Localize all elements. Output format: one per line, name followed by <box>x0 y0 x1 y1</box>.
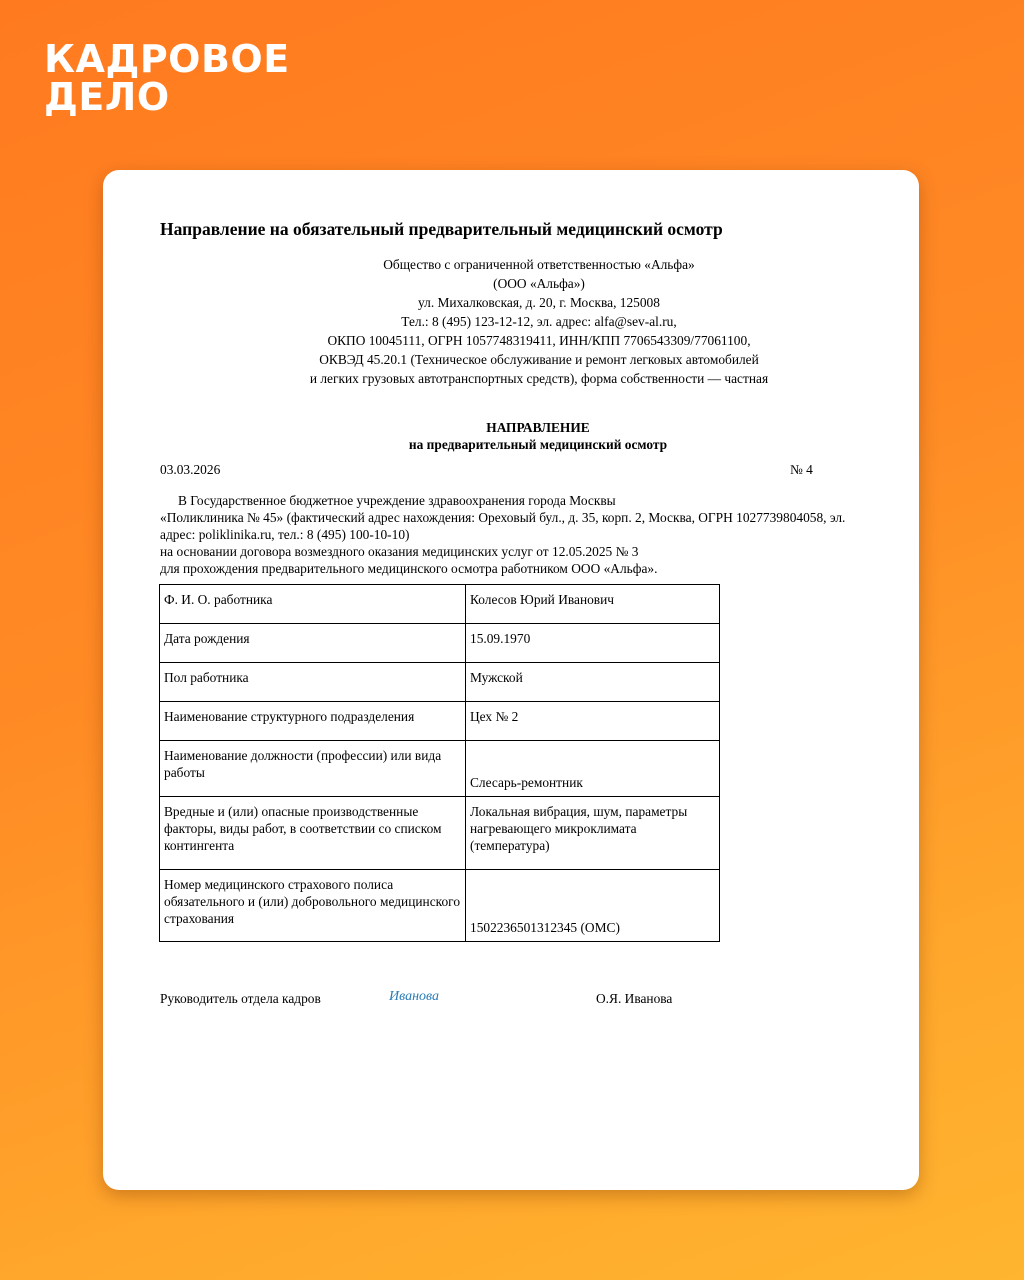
brand-logo <box>44 37 290 119</box>
document-title: Направление на обязательный предварительный медицинский осмотр <box>160 219 723 239</box>
document-number: № 4 <box>790 462 813 477</box>
table-cell-label: Ф. И. О. работника <box>160 585 466 624</box>
table-cell-value: Колесов Юрий Иванович <box>466 585 720 624</box>
body-line: для прохождения предварительного медицинского осмотра работником ООО «Альфа». <box>160 561 658 576</box>
table-row <box>160 663 720 702</box>
heading-sub: на предварительный медицинский осмотр <box>408 437 668 452</box>
body-line: адрес: poliklinika.ru, тел.: 8 (495) 100-10-10) <box>160 527 410 542</box>
table-row <box>160 870 720 942</box>
table-row <box>160 797 720 870</box>
org-line: ОКВЭД 45.20.1 (Техническое обслуживание и ремонт легковых автомобилей <box>319 352 759 367</box>
table-cell-label: Вредные и (или) опасные производственные факторы, виды работ, в соответствии со списком контингента <box>160 797 466 870</box>
table-cell-label: Дата рождения <box>160 624 466 663</box>
document-card <box>103 170 919 1190</box>
table-cell-label: Наименование структурного подразделения <box>160 702 466 741</box>
table-cell-value: 1502236501312345 (ОМС) <box>466 870 720 942</box>
body-line: на основании договора возмездного оказания медицинских услуг от 12.05.2025 № 3 <box>160 544 639 559</box>
org-line: (ООО «Альфа») <box>493 276 585 291</box>
signer-position: Руководитель отдела кадров <box>160 991 321 1006</box>
brand-line-2: ДЕЛО <box>44 75 170 119</box>
table-cell-value: 15.09.1970 <box>466 624 720 663</box>
table-cell-label: Пол работника <box>160 663 466 702</box>
table-cell-value: Мужской <box>466 663 720 702</box>
org-line: Тел.: 8 (495) 123-12-12, эл. адрес: alfa@sev-al.ru, <box>401 314 677 329</box>
heading-main: НАПРАВЛЕНИЕ <box>486 420 590 435</box>
document-date: 03.03.2026 <box>160 462 221 477</box>
referral-heading <box>288 419 788 453</box>
body-line: «Поликлиника № 45» (фактический адрес нахождения: Ореховый бул., д. 35, корп. 2, Москва, ОГРН 1027739804058, эл. <box>160 510 846 525</box>
signer-name: О.Я. Иванова <box>596 991 673 1006</box>
org-line: Общество с ограниченной ответственностью «Альфа» <box>383 257 695 272</box>
table-cell-label: Номер медицинского страхового полиса обязательного и (или) добровольного медицинского страхования <box>160 870 466 942</box>
table-row <box>160 585 720 624</box>
table-cell-value: Слесарь-ремонтник <box>466 741 720 797</box>
table-cell-label: Наименование должности (профессии) или вида работы <box>160 741 466 797</box>
handwritten-signature: Иванова <box>389 989 440 1004</box>
org-line: ОКПО 10045111, ОГРН 1057748319411, ИНН/КПП 7706543309/77061100, <box>327 333 751 348</box>
employee-info-table <box>159 584 720 942</box>
table-row <box>160 702 720 741</box>
body-line: В Государственное бюджетное учреждение здравоохранения города Москвы <box>178 493 616 508</box>
org-line: и легких грузовых автотранспортных средств), форма собственности — частная <box>309 371 769 386</box>
organization-details <box>278 255 800 388</box>
brand-line-1: КАДРОВОЕ <box>44 37 290 81</box>
referral-body <box>160 492 920 577</box>
org-line: ул. Михалковская, д. 20, г. Москва, 125008 <box>418 295 660 310</box>
table-cell-value: Цех № 2 <box>466 702 720 741</box>
table-row <box>160 624 720 663</box>
table-cell-value: Локальная вибрация, шум, параметры нагревающего микроклимата (температура) <box>466 797 720 870</box>
table-row <box>160 741 720 797</box>
